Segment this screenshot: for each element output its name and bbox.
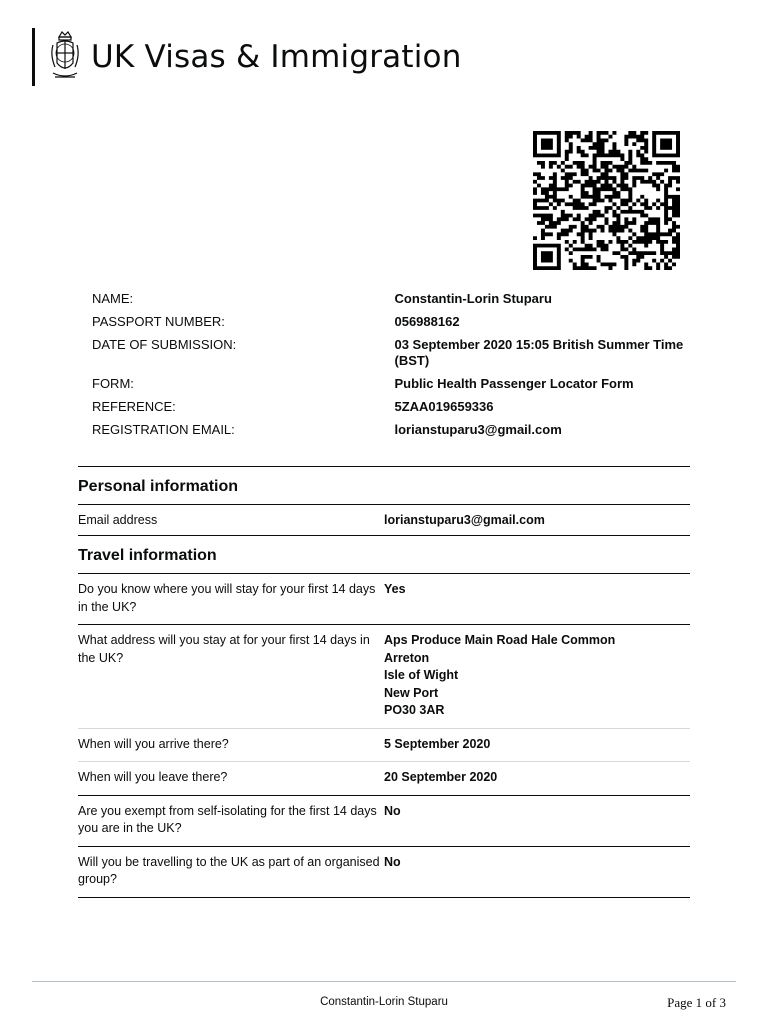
qr-code-icon	[533, 131, 680, 270]
answer-value: 5 September 2020	[384, 736, 491, 751]
travel-information-section	[78, 535, 690, 898]
summary-label: DATE OF SUBMISSION:	[92, 337, 237, 352]
personal-information-section	[78, 466, 690, 538]
summary-value: Constantin-Lorin Stuparu	[394, 291, 552, 306]
section-divider	[78, 897, 690, 898]
answer-value: No	[384, 854, 401, 869]
question-label: Email address	[78, 513, 158, 527]
answer-value: 20 September 2020	[384, 770, 498, 784]
footer-divider	[32, 981, 736, 982]
question-label: Will you be travelling to the UK as part of an organised group?	[78, 854, 380, 886]
answer-value: Yes	[384, 582, 406, 596]
summary-label: REFERENCE:	[92, 399, 176, 414]
summary-value: 5ZAA019659336	[394, 399, 494, 414]
answer-value: No	[384, 803, 401, 818]
footer-applicant-name: Constantin-Lorin Stuparu	[320, 996, 448, 1008]
summary-row-submission-date	[92, 337, 692, 369]
answer-value: lorianstuparu3@gmail.com	[384, 513, 545, 527]
answer-row	[78, 795, 690, 846]
question-label: Do you know where you will stay for your first 14 days in the UK?	[78, 582, 376, 614]
summary-value: 056988162	[394, 314, 460, 329]
answer-row	[78, 504, 690, 538]
question-label: When will you arrive there?	[78, 736, 229, 751]
address-line: Arreton	[384, 650, 430, 665]
summary-label: NAME:	[92, 291, 134, 306]
summary-row-form	[92, 376, 692, 392]
page-header	[32, 28, 462, 86]
answer-row	[78, 761, 690, 795]
applicant-summary	[92, 291, 692, 445]
address-line: New Port	[384, 685, 439, 700]
summary-row-email	[92, 422, 692, 438]
summary-row-name	[92, 291, 692, 307]
address-value	[384, 632, 684, 720]
summary-row-reference	[92, 399, 692, 415]
summary-row-passport	[92, 314, 692, 330]
summary-label: FORM:	[92, 376, 134, 391]
section-heading: Personal information	[78, 466, 690, 504]
question-label: What address will you stay at for your first 14 days in the UK?	[78, 633, 370, 665]
header-rule	[32, 28, 35, 86]
summary-label: REGISTRATION EMAIL:	[92, 422, 235, 437]
royal-crest-icon	[49, 29, 81, 85]
answer-row	[78, 624, 690, 728]
summary-value: lorianstuparu3@gmail.com	[394, 422, 562, 437]
section-heading: Travel information	[78, 535, 690, 573]
question-label: When will you leave there?	[78, 770, 228, 784]
summary-label: PASSPORT NUMBER:	[92, 314, 225, 329]
summary-value: Public Health Passenger Locator Form	[394, 376, 634, 391]
answer-row	[78, 573, 690, 624]
summary-value: 03 September 2020 15:05 British Summer Time (BST)	[394, 337, 684, 368]
page-number: Page 1 of 3	[667, 995, 726, 1010]
page-title: UK Visas & Immigration	[91, 39, 462, 75]
address-line: Isle of Wight	[384, 668, 459, 682]
question-label: Are you exempt from self-isolating for the first 14 days you are in the UK?	[78, 803, 377, 835]
answer-row	[78, 846, 690, 897]
address-line: Aps Produce Main Road Hale Common	[384, 633, 616, 647]
answer-row	[78, 728, 690, 762]
address-line: PO30 3AR	[384, 703, 445, 717]
